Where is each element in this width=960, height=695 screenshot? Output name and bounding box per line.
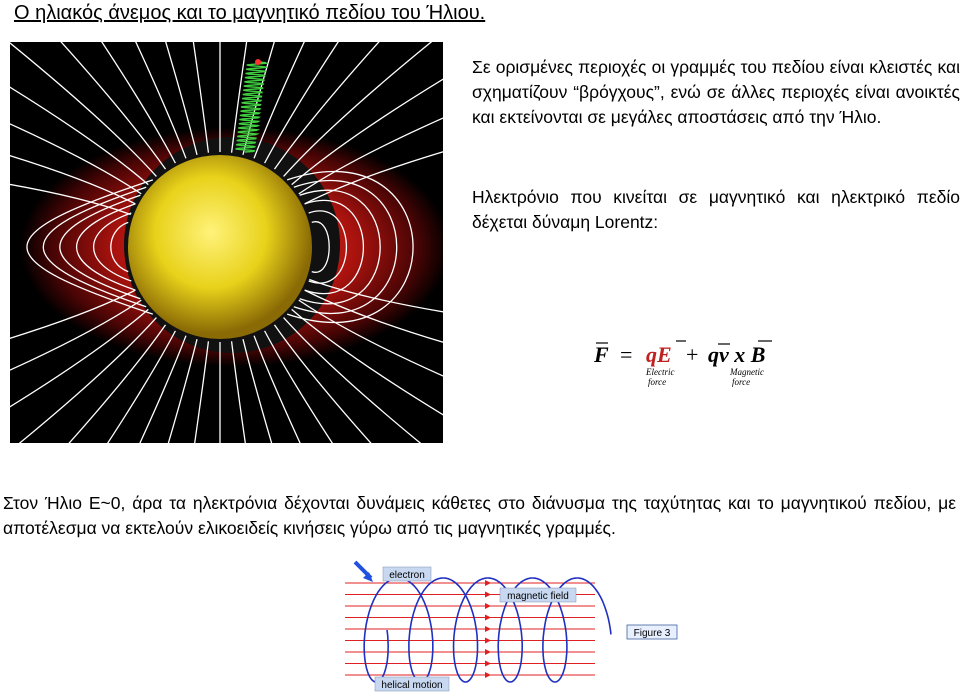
magnetic-field-label: magnetic field — [507, 591, 569, 602]
helical-motion-text: Στον Ήλιο E~0, άρα τα ηλεκτρόνια δέχονται δυνάμεις κάθετες στο διάνυσμα της ταχύτητας και το μαγνητικού πεδίου, με αποτέλεσμα να εκτελούν ελικοειδείς κινήσεις γύρω από τις μαγνητικές γραμμές. — [3, 493, 956, 538]
closed-open-field-text: Σε ορισμένες περιοχές οι γραμμές του πεδίου είναι κλειστές και σχηματίζουν “βρόγχους”, ενώ σε άλλες περιοχές είναι ανοικτές και εκτείνονται σε μεγάλες αποστάσεις από την Ήλιο. — [472, 57, 960, 127]
page-title: Ο ηλιακός άνεμος και το μαγνητικό πεδίου του Ήλιου. — [14, 2, 486, 24]
label-magnetic-force: force — [732, 377, 751, 387]
lorentz-formula — [590, 338, 790, 390]
label-electric-force: force — [648, 377, 667, 387]
electron-label: electron — [389, 570, 425, 581]
formula-lhs: F — [594, 342, 609, 367]
label-electric: Electric — [646, 367, 675, 377]
formula-equals: = — [620, 342, 633, 367]
lorentz-intro-text: Ηλεκτρόνιο που κινείται σε μαγνητικό και ηλεκτρικό πεδίο δέχεται δύναμη Lorentz: — [472, 187, 960, 232]
figure3-caption: Figure 3 — [633, 628, 671, 639]
formula-term2: qv x B — [708, 342, 766, 367]
helical-motion-figure — [345, 558, 690, 693]
formula-plus: + — [686, 342, 699, 367]
label-magnetic: Magnetic — [730, 367, 764, 377]
formula-term1: qE — [646, 342, 672, 367]
sun-magnetic-field-image — [10, 42, 443, 443]
helical-motion-label: helical motion — [381, 680, 443, 691]
